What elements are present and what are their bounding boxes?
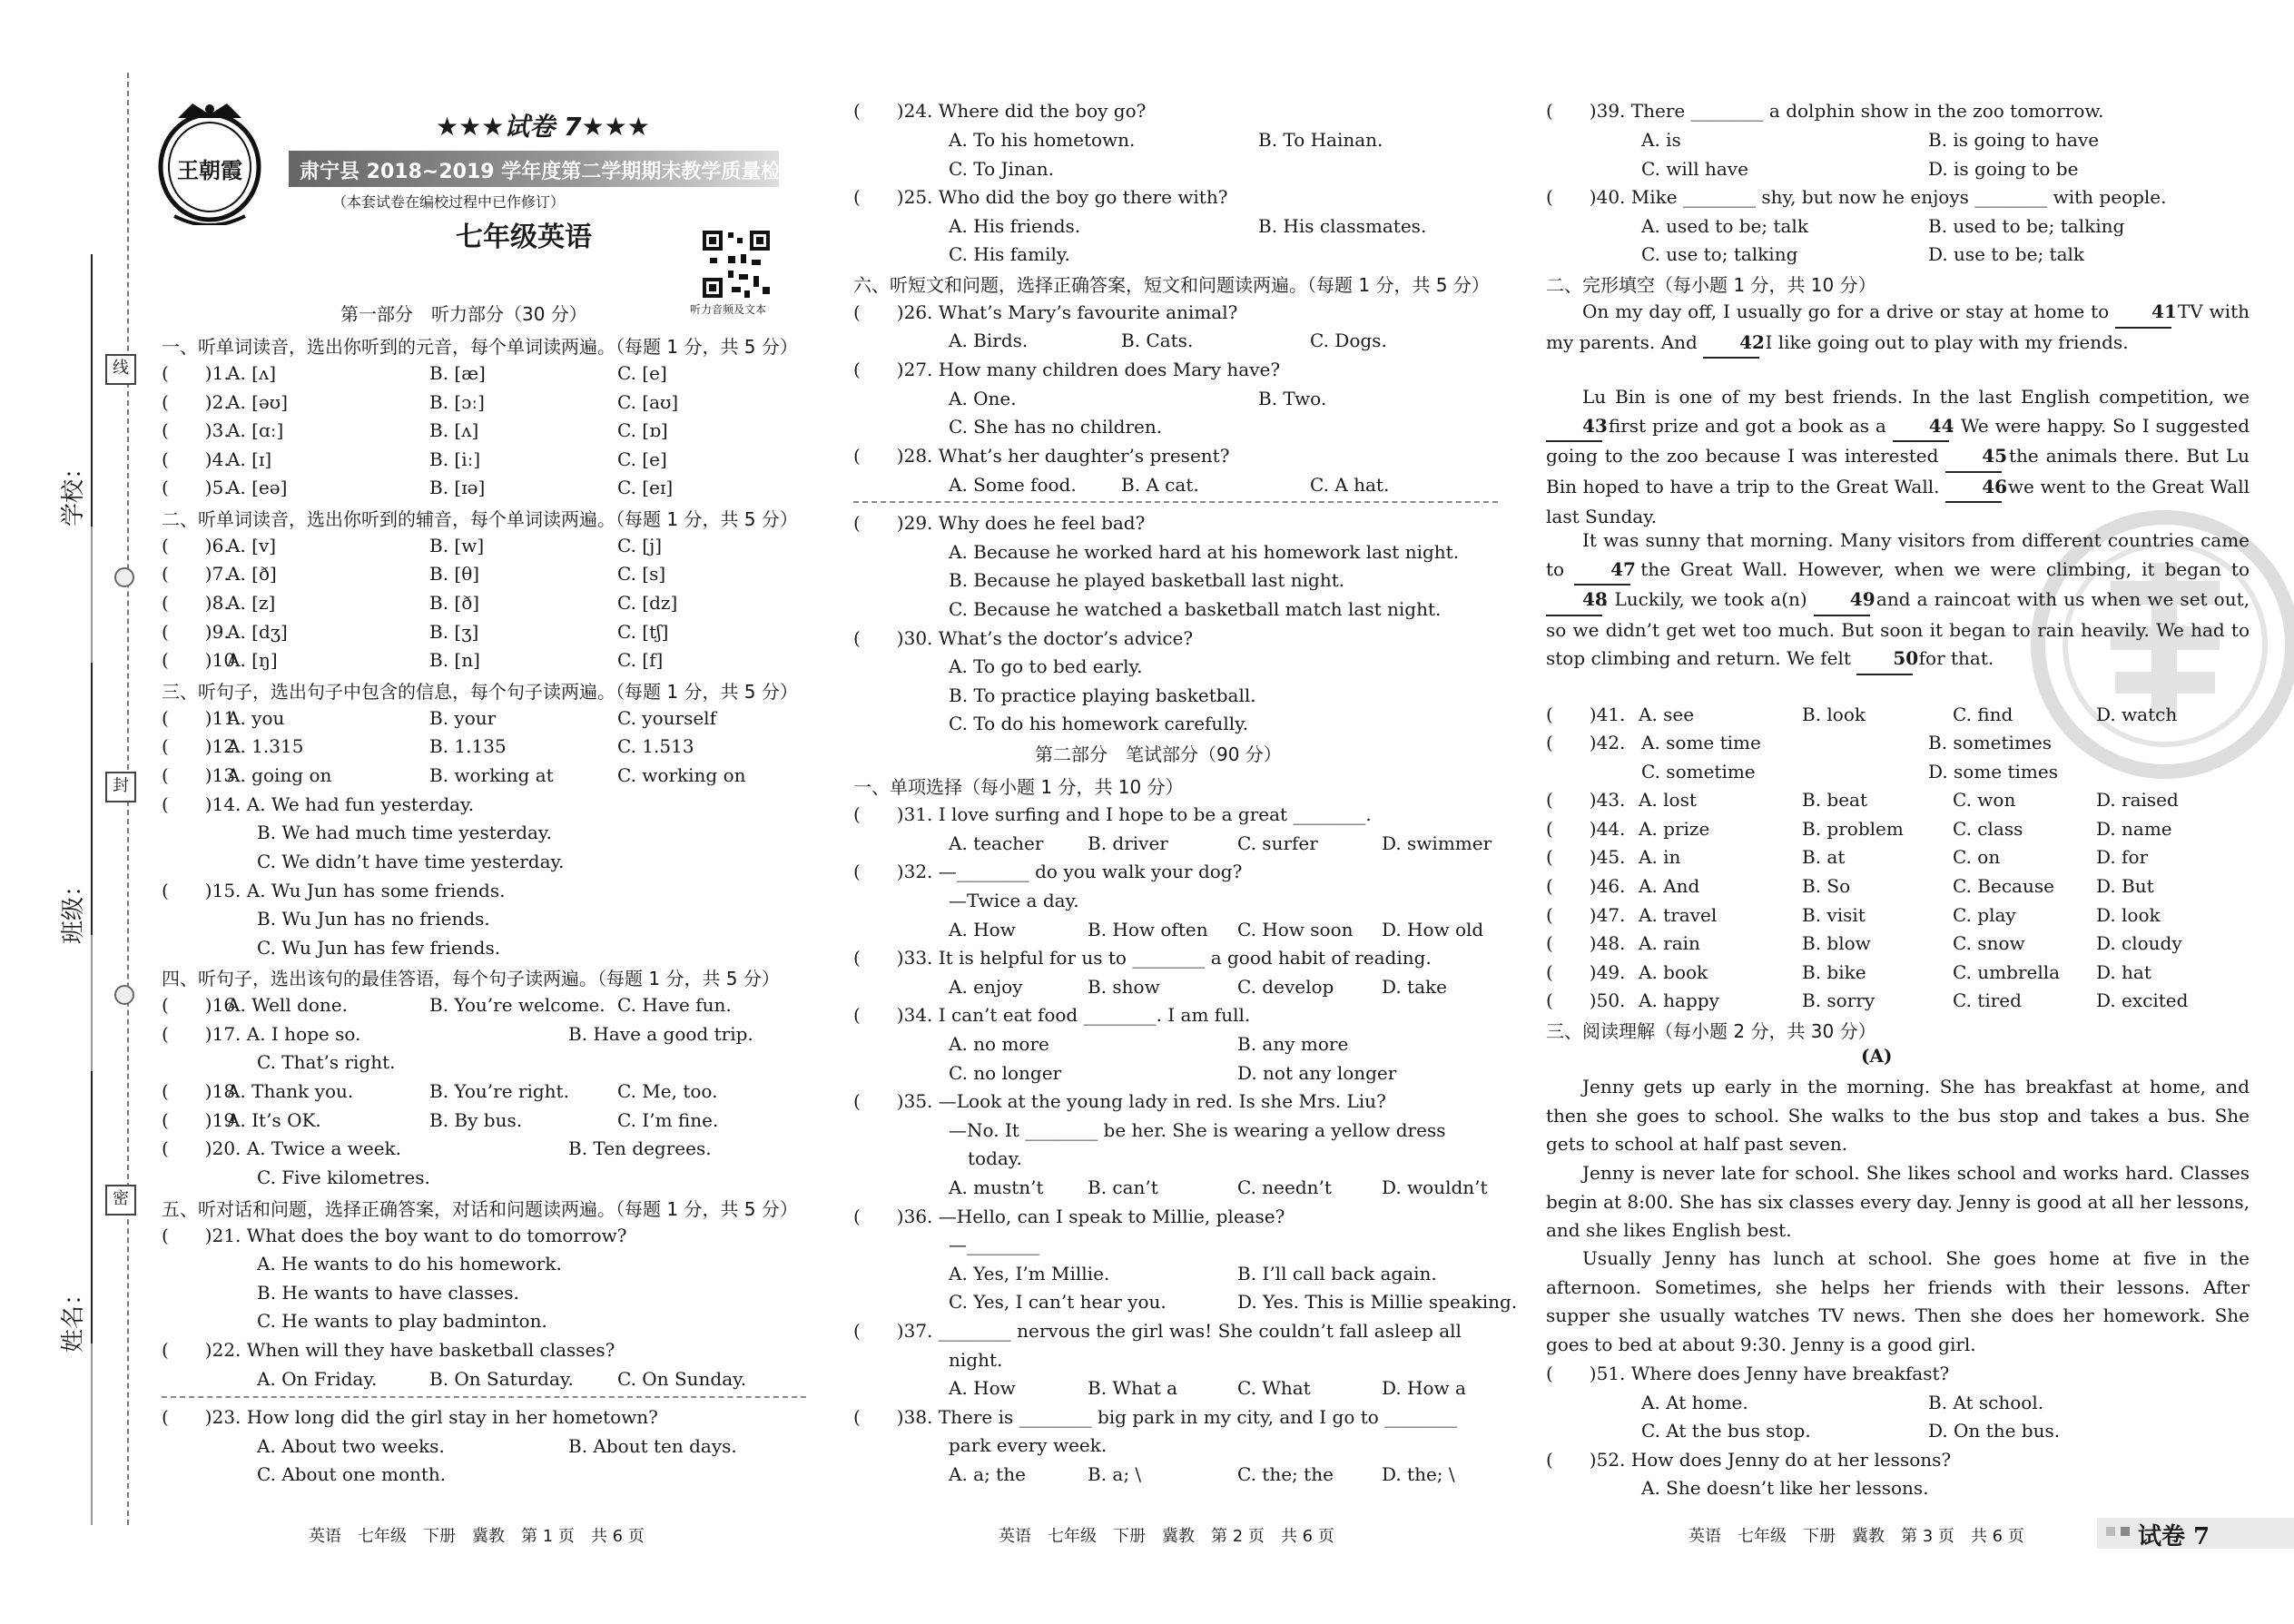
question-number: ( )11. (162, 707, 241, 729)
question-number: ( )49. (1546, 961, 1626, 983)
option[interactable]: A. prize (1639, 818, 1710, 840)
option[interactable]: B. look (1802, 704, 1866, 725)
question-line: C. She has no children. (949, 416, 1163, 438)
question-line: today. (968, 1147, 1022, 1169)
question-line: ( )30. What’s the doctor’s advice? (853, 627, 1194, 649)
option[interactable]: A. rain (1639, 932, 1700, 954)
option[interactable]: C. [e] (617, 362, 667, 384)
question-line: A. How (949, 919, 1016, 940)
question-number: ( )44. (1546, 818, 1626, 840)
question-number: ( )8. (162, 592, 230, 614)
option[interactable]: C. Have fun. (617, 994, 732, 1016)
option[interactable]: B. [ð] (429, 592, 480, 614)
question-line: B. can’t (1088, 1176, 1158, 1198)
option[interactable]: A. Thank you. (227, 1080, 354, 1102)
question-line: B. Because he played basketball last night. (949, 569, 1345, 591)
option[interactable]: B. visit (1802, 904, 1866, 926)
option[interactable]: B. blow (1802, 932, 1871, 954)
option[interactable]: D. raised (2096, 789, 2179, 811)
option[interactable]: B. [ʒ] (429, 621, 479, 643)
option[interactable]: B. By bus. (429, 1109, 523, 1131)
question-line: B. His classmates. (1258, 215, 1427, 237)
question-line: B. Two. (1258, 388, 1327, 409)
page-2 (817, 0, 1518, 1624)
question-line: ( )20. A. Twice a week. (162, 1137, 402, 1159)
binding-hole (114, 567, 134, 587)
question-line: A. used to be; talk (1641, 215, 1808, 237)
qr-caption: 听力音频及文本 (690, 303, 767, 316)
option[interactable]: D. hat (2096, 961, 2151, 983)
question-line: D. Yes. This is Millie speaking. (1237, 1291, 1518, 1313)
question-line: B. used to be; talking (1928, 215, 2125, 237)
question-line: ( )26. What’s Mary’s favourite animal? (853, 301, 1238, 323)
question-line: B. Ten degrees. (568, 1137, 712, 1159)
question-number: ( )5. (162, 477, 230, 498)
cloze-blank-49[interactable]: 49 (1814, 586, 1870, 616)
option[interactable]: C. working on (617, 764, 746, 786)
question-line: B. On Saturday. (429, 1368, 574, 1390)
option[interactable]: C. Because (1953, 875, 2054, 897)
question-line: C. We didn’t have time yesterday. (257, 851, 565, 872)
section-heading: 四、听句子，选出该句的最佳答语，每个句子读两遍。（每题 1 分，共 5 分） (162, 968, 780, 989)
option[interactable]: D. But (2096, 875, 2154, 897)
option[interactable]: B. [n] (429, 649, 480, 671)
cloze-blank-45[interactable]: 45 (1945, 442, 2002, 473)
question-line: C. will have (1641, 158, 1748, 180)
question-line: ( )33. It is helpful for us to ________ a good habit of reading. (853, 947, 1432, 969)
option-51-b[interactable]: B. At school. (1928, 1392, 2044, 1413)
question-line: C. That’s right. (257, 1051, 396, 1073)
option[interactable]: A. some time (1641, 732, 1761, 753)
option[interactable]: B. [ʌ] (429, 419, 479, 441)
question-number: ( )7. (162, 563, 230, 585)
seal-seal-mark: 封 (105, 772, 136, 802)
question-line: C. Dogs. (1310, 330, 1387, 351)
question-number: ( )47. (1546, 904, 1626, 926)
question-line: ( )29. Why does he feel bad? (853, 512, 1146, 534)
question-number: ( )13. (162, 764, 241, 786)
question-line: A. About two weeks. (257, 1435, 445, 1457)
option[interactable]: A. travel (1639, 904, 1718, 926)
option[interactable]: B. You’re right. (429, 1080, 569, 1102)
option[interactable]: A. [ŋ] (227, 649, 278, 671)
revision-note: （本套试卷在编校过程中已作修订） (332, 193, 566, 211)
question-line: C. the; the (1237, 1463, 1334, 1485)
question-line: ( )25. Who did the boy go there with? (853, 186, 1228, 208)
question-line: B. is going to have (1928, 129, 2100, 151)
question-line: ( )38. There is ________ big park in my city, and I go to ________ (853, 1406, 1458, 1428)
option[interactable]: B. [w] (429, 535, 485, 556)
exam-badge: ★★★试卷 7★★★ (436, 112, 650, 142)
question-number: ( )16. (162, 994, 241, 1016)
question-line: B. To Hainan. (1258, 129, 1383, 151)
question-number: ( )6. (162, 535, 230, 556)
question-line: D. the; \ (1382, 1463, 1455, 1485)
question-line: D. How old (1382, 919, 1484, 940)
option[interactable]: C. [j] (617, 535, 663, 556)
option[interactable]: C. [e] (617, 448, 667, 470)
question-line: A. a; the (949, 1463, 1026, 1485)
logo-text: 王朝霞 (177, 157, 242, 183)
question-line: ( )15. A. Wu Jun has some friends. (162, 880, 506, 901)
question-line: B. What a (1088, 1377, 1178, 1399)
question-line: ( )28. What’s her daughter’s present? (853, 445, 1230, 467)
section-divider (162, 1396, 806, 1398)
option[interactable]: B. [iː] (429, 448, 481, 470)
question-line: D. use to be; talk (1928, 243, 2085, 265)
section-heading: 三、听句子，选出句子中包含的信息，每个句子读两遍。（每题 1 分，共 5 分） (162, 681, 798, 703)
question-number: ( )10. (162, 649, 241, 671)
option[interactable]: C. I’m fine. (617, 1109, 719, 1131)
page-footer: 英语 七年级 下册 冀教 第 3 页 共 6 页 (1689, 1527, 2024, 1546)
question-52: ( )52. How does Jenny do at her lessons? (1546, 1449, 1952, 1471)
question-line: ( )22. When will they have basketball classes? (162, 1339, 615, 1361)
question-line: ( )21. What does the boy want to do tomorrow? (162, 1225, 627, 1246)
option-51-a[interactable]: A. At home. (1641, 1392, 1748, 1413)
option[interactable]: A. And (1639, 875, 1700, 897)
option[interactable]: B. beat (1802, 789, 1868, 811)
option[interactable]: C. umbrella (1953, 961, 2061, 983)
question-line: C. A hat. (1310, 474, 1390, 496)
exam-title: 肃宁县 2018~2019 学年度第二学期期末教学质量检测试卷 (300, 161, 842, 183)
option[interactable]: A. [ð] (227, 563, 277, 585)
section-heading: 二、完形填空（每小题 1 分，共 10 分） (1546, 274, 1876, 296)
option[interactable]: A. 1.315 (227, 735, 304, 757)
question-line: C. no longer (949, 1062, 1062, 1084)
question-number: ( )43. (1546, 789, 1626, 811)
question-line: —No. It ________ be her. She is wearing a yellow dress (949, 1119, 1446, 1141)
question-line: A. Yes, I’m Millie. (949, 1263, 1110, 1284)
question-line: A. His friends. (949, 215, 1081, 237)
option-52-a[interactable]: A. She doesn’t like her lessons. (1641, 1477, 1929, 1499)
option[interactable]: A. [eə] (227, 477, 288, 498)
option[interactable]: B. sometimes (1928, 732, 2053, 753)
question-line: A. How (949, 1377, 1016, 1399)
question-line: B. any more (1237, 1033, 1349, 1055)
option[interactable]: C. [aʊ] (617, 391, 679, 413)
seal-secret-mark: 密 (105, 1185, 136, 1216)
question-line: C. use to; talking (1641, 243, 1798, 265)
option[interactable]: A. lost (1639, 789, 1697, 811)
question-line: ( )31. I love surfing and I hope to be a great ________. (853, 803, 1372, 825)
question-line: ( )39. There ________ a dolphin show in the zoo tomorrow. (1546, 100, 2104, 122)
question-line: night. (949, 1349, 1003, 1371)
name-label: 姓名： (60, 1281, 87, 1353)
question-line: C. How soon (1237, 919, 1354, 940)
option[interactable]: C. on (1953, 846, 2001, 868)
passage-label: (A) (1861, 1045, 1893, 1067)
question-number: ( )19. (162, 1109, 241, 1131)
question-line: A. no more (949, 1033, 1049, 1055)
question-line: ( )23. How long did the girl stay in her hometown? (162, 1406, 658, 1428)
option[interactable]: C. [eɪ] (617, 477, 674, 498)
question-line: B. driver (1088, 832, 1168, 854)
option[interactable]: B. [θ] (429, 563, 480, 585)
question-line: D. How a (1382, 1377, 1466, 1399)
option[interactable]: C. yourself (617, 707, 716, 729)
question-line: B. We had much time yesterday. (257, 822, 552, 843)
option[interactable]: D. some times (1928, 761, 2058, 782)
question-line: A. Because he worked hard at his homework last night. (949, 541, 1460, 563)
question-number: ( )2. (162, 391, 230, 413)
cloze-blank-50[interactable]: 50 (1856, 645, 1913, 675)
question-line: C. To Jinan. (949, 158, 1054, 180)
section-heading: 六、听短文和问题，选择正确答案，短文和问题读两遍。（每题 1 分，共 5 分） (853, 274, 1490, 296)
option[interactable]: B. your (429, 707, 497, 729)
question-line: A. He wants to do his homework. (257, 1253, 562, 1275)
option[interactable]: C. Me, too. (617, 1080, 718, 1102)
class-label: 班级： (60, 872, 87, 944)
option[interactable]: B. [æ] (429, 362, 486, 384)
option[interactable]: A. [z] (227, 592, 276, 614)
option[interactable]: B. You’re welcome. (429, 994, 605, 1016)
option[interactable]: A. [ɑː] (227, 419, 284, 441)
question-line: —Twice a day. (949, 890, 1079, 911)
question-line: C. On Sunday. (617, 1368, 747, 1390)
option[interactable]: D. for (2096, 846, 2149, 868)
question-line: C. Yes, I can’t hear you. (949, 1291, 1167, 1313)
cloze-paragraph-2: Lu Bin is one of my best friends. In the last English competition, we 43 first prize and got a book as a 44. We were happy. So I suggested going to the zoo because I was interested 45 the animals there. But Lu Bin hoped to have a trip to the Great Wall. 46 we went to the Great Wall last Sunday. (1546, 386, 2250, 527)
question-line: C. To do his homework carefully. (949, 713, 1249, 734)
qr-code[interactable] (701, 229, 772, 300)
question-line: C. Wu Jun has few friends. (257, 937, 501, 959)
question-line: ( )17. A. I hope so. (162, 1023, 361, 1045)
option[interactable]: B. problem (1802, 818, 1904, 840)
question-number: ( )42. (1546, 732, 1626, 753)
question-line: A. mustn’t (949, 1176, 1044, 1198)
question-line: A. Some food. (949, 474, 1077, 496)
question-line: park every week. (949, 1434, 1108, 1456)
question-number: ( )48. (1546, 932, 1626, 954)
question-number: ( )50. (1546, 989, 1626, 1011)
question-line: B. To practice playing basketball. (949, 684, 1256, 706)
question-line: D. wouldn’t (1382, 1176, 1488, 1198)
question-number: ( )18. (162, 1080, 241, 1102)
question-line: C. Because he watched a basketball match last night. (949, 598, 1442, 620)
question-line: A. To his hometown. (949, 129, 1136, 151)
question-line: B. a; \ (1088, 1463, 1142, 1485)
option[interactable]: A. It’s OK. (227, 1109, 321, 1131)
option[interactable]: B. [ɔː] (429, 391, 485, 413)
section-heading: 一、单项选择（每小题 1 分，共 10 分） (853, 776, 1184, 798)
question-line: ( )40. Mike ________ shy, but now he enjoys ________ with people. (1546, 186, 2167, 208)
option[interactable]: C. [ɒ] (617, 419, 668, 441)
reading-paragraph-3: Usually Jenny has lunch at school. She goes home at five in the afternoon. Sometimes, she helps her friends with their lessons. After supper she usually watches TV news. Then she does her homework. She goes to bed at about 9:30. Jenny is a good girl. (1546, 1247, 2250, 1355)
question-line: A. One. (949, 388, 1017, 409)
question-line: C. About one month. (257, 1463, 447, 1485)
option[interactable]: B. at (1802, 846, 1846, 868)
option[interactable]: C. find (1953, 704, 2013, 725)
option[interactable]: A. [v] (227, 535, 277, 556)
option[interactable]: D. name (2096, 818, 2172, 840)
option[interactable]: B. 1.135 (429, 735, 507, 757)
question-line: C. Five kilometres. (257, 1166, 430, 1188)
question-number: ( )1. (162, 362, 230, 384)
question-line: —________ (949, 1234, 1039, 1255)
question-line: A. teacher (949, 832, 1044, 854)
option-51-c[interactable]: C. At the bus stop. (1641, 1420, 1811, 1442)
question-line: ( )34. I can’t eat food ________. I am full. (853, 1004, 1251, 1026)
question-line: ( )14. A. We had fun yesterday. (162, 793, 475, 815)
section-heading: 第二部分 笔试部分（90 分） (1035, 743, 1282, 765)
option[interactable]: A. see (1639, 704, 1695, 725)
option[interactable]: C. sometime (1641, 761, 1756, 782)
option[interactable]: D. cloudy (2096, 932, 2182, 954)
question-line: ( )36. —Hello, can I speak to Millie, please? (853, 1206, 1285, 1227)
page-footer: 英语 七年级 下册 冀教 第 2 页 共 6 页 (999, 1527, 1334, 1546)
question-line: A. On Friday. (257, 1368, 378, 1390)
question-line: A. To go to bed early. (949, 655, 1143, 677)
option[interactable]: D. look (2096, 904, 2161, 926)
question-line: C. develop (1237, 976, 1334, 998)
question-line: C. He wants to play badminton. (257, 1310, 547, 1332)
question-line: D. is going to be (1928, 158, 2079, 180)
section-heading: 第一部分 听力部分（30 分） (340, 303, 587, 325)
question-number: ( )46. (1546, 875, 1626, 897)
footer-deco (2121, 1527, 2130, 1536)
option[interactable]: B. working at (429, 764, 554, 786)
question-line: ( )27. How many children does Mary have? (853, 359, 1281, 380)
footer-deco (2106, 1527, 2115, 1536)
question-line: C. What (1237, 1377, 1311, 1399)
option[interactable]: C. 1.513 (617, 735, 694, 757)
question-number: ( )4. (162, 448, 230, 470)
section-heading: 二、听单词读音，选出你听到的辅音，每个单词读两遍。（每题 1 分，共 5 分） (162, 508, 798, 530)
question-line: D. not any longer (1237, 1062, 1397, 1084)
option[interactable]: A. [ʌ] (227, 362, 277, 384)
page-footer: 英语 七年级 下册 冀教 第 1 页 共 6 页 (309, 1527, 645, 1546)
section-divider (853, 501, 1498, 503)
option[interactable]: C. [tʃ] (617, 621, 669, 643)
reading-paragraph-2: Jenny is never late for school. She likes school and works hard. Classes begin at 8:00. She has six classes every day. Jenny is good at all her lessons, and she likes English best. (1546, 1162, 2250, 1241)
question-line: ( )35. —Look at the young lady in red. Is she Mrs. Liu? (853, 1090, 1386, 1112)
page-1 (0, 0, 842, 1624)
option[interactable]: A. [ɪ] (227, 448, 272, 470)
option[interactable]: A. Well done. (227, 994, 348, 1016)
question-number: ( )12. (162, 735, 241, 757)
binding-hole (114, 985, 134, 1005)
cloze-blank-47[interactable]: 47 (1574, 556, 1630, 586)
question-line: B. Cats. (1121, 330, 1194, 351)
question-line: C. His family. (949, 243, 1070, 265)
option[interactable]: A. going on (227, 764, 332, 786)
reading-paragraph-1: Jenny gets up early in the morning. She has breakfast at home, and then she goes to school. She walks to the bus stop and takes a bus. She gets to school at half past seven. (1546, 1076, 2250, 1155)
question-line: D. swimmer (1382, 832, 1492, 854)
option[interactable]: A. [əʊ] (227, 391, 289, 413)
question-line: B. I’ll call back again. (1237, 1263, 1437, 1284)
question-number: ( )9. (162, 621, 230, 643)
option[interactable]: A. you (227, 707, 285, 729)
option[interactable]: A. book (1639, 961, 1708, 983)
option[interactable]: A. in (1639, 846, 1681, 868)
cloze-paragraph-1: On my day off, I usually go for a drive or stay at home to 41 TV with my parents. And 42 I like going out to play with my friends. (1546, 298, 2250, 359)
question-number: ( )3. (162, 419, 230, 441)
section-heading: 一、听单词读音，选出你听到的元音，每个单词读两遍。（每题 1 分，共 5 分） (162, 336, 798, 358)
option[interactable]: C. [dz] (617, 592, 678, 614)
brand-logo (156, 98, 263, 225)
section-heading: 五、听对话和问题，选择正确答案，对话和问题读两遍。（每题 1 分，共 5 分） (162, 1198, 798, 1220)
question-line: C. surfer (1237, 832, 1318, 854)
school-label: 学校： (60, 455, 87, 527)
cloze-blank-41[interactable]: 41 (2115, 298, 2171, 329)
question-line: B. A cat. (1121, 474, 1199, 496)
question-line: B. How often (1088, 919, 1208, 940)
question-line: A. Birds. (949, 330, 1029, 351)
question-line: ( )32. —________ do you walk your dog? (853, 861, 1243, 882)
question-51: ( )51. Where does Jenny have breakfast? (1546, 1363, 1950, 1384)
cloze-paragraph-3: It was sunny that morning. Many visitors from different countries came to 47 the Great Wall. However, when we were climbing, it began to 48. Luckily, we took a(n) 49 and a raincoat with us when we set out, so we didn’t get wet too much. But soon it began to rain heavily. We had to stop climbing and return. We felt 50 for that. (1546, 527, 2250, 675)
option[interactable]: C. [f] (617, 649, 664, 671)
cloze-blank-43[interactable]: 43 (1546, 412, 1602, 443)
cloze-blank-44[interactable]: 44 (1893, 412, 1949, 443)
option[interactable]: B. sorry (1802, 989, 1876, 1011)
question-line: B. Have a good trip. (568, 1023, 753, 1045)
option[interactable]: C. [s] (617, 563, 666, 585)
question-line: A. is (1641, 129, 1681, 151)
reading-section-heading: 三、阅读理解（每小题 2 分，共 30 分） (1546, 1020, 1876, 1042)
subject-title: 七年级英语 (456, 221, 592, 253)
question-line: ( )37. ________ nervous the girl was! She couldn’t fall asleep all (853, 1320, 1462, 1342)
option[interactable]: A. [dʒ] (227, 621, 288, 643)
cloze-blank-42[interactable]: 42 (1703, 329, 1759, 359)
question-line: C. needn’t (1237, 1176, 1332, 1198)
question-line: ( )24. Where did the boy go? (853, 100, 1147, 122)
option[interactable]: A. happy (1639, 989, 1719, 1011)
option[interactable]: B. So (1802, 875, 1851, 897)
cloze-blank-48[interactable]: 48 (1546, 586, 1602, 616)
question-line: B. About ten days. (568, 1435, 737, 1457)
page-3 (1507, 0, 2294, 1624)
question-number: ( )45. (1546, 846, 1626, 868)
question-line: A. enjoy (949, 976, 1023, 998)
question-line: B. show (1088, 976, 1160, 998)
option-51-d[interactable]: D. On the bus. (1928, 1420, 2061, 1442)
option[interactable]: D. excited (2096, 989, 2189, 1011)
question-line: B. He wants to have classes. (257, 1282, 519, 1304)
option[interactable]: C. tired (1953, 989, 2022, 1011)
option[interactable]: C. play (1953, 904, 2016, 926)
option[interactable]: C. won (1953, 789, 2016, 811)
question-line: D. take (1382, 976, 1447, 998)
seal-line-mark: 线 (105, 354, 136, 385)
option[interactable]: C. snow (1953, 932, 2025, 954)
cloze-blank-46[interactable]: 46 (1945, 473, 2002, 504)
question-number: ( )41. (1546, 704, 1626, 725)
footer-badge: 试卷 7 (2138, 1523, 2210, 1550)
option[interactable]: B. [ɪə] (429, 477, 486, 498)
question-line: B. Wu Jun has no friends. (257, 908, 490, 930)
option[interactable]: C. class (1953, 818, 2023, 840)
option[interactable]: B. bike (1802, 961, 1866, 983)
option[interactable]: D. watch (2096, 704, 2178, 725)
